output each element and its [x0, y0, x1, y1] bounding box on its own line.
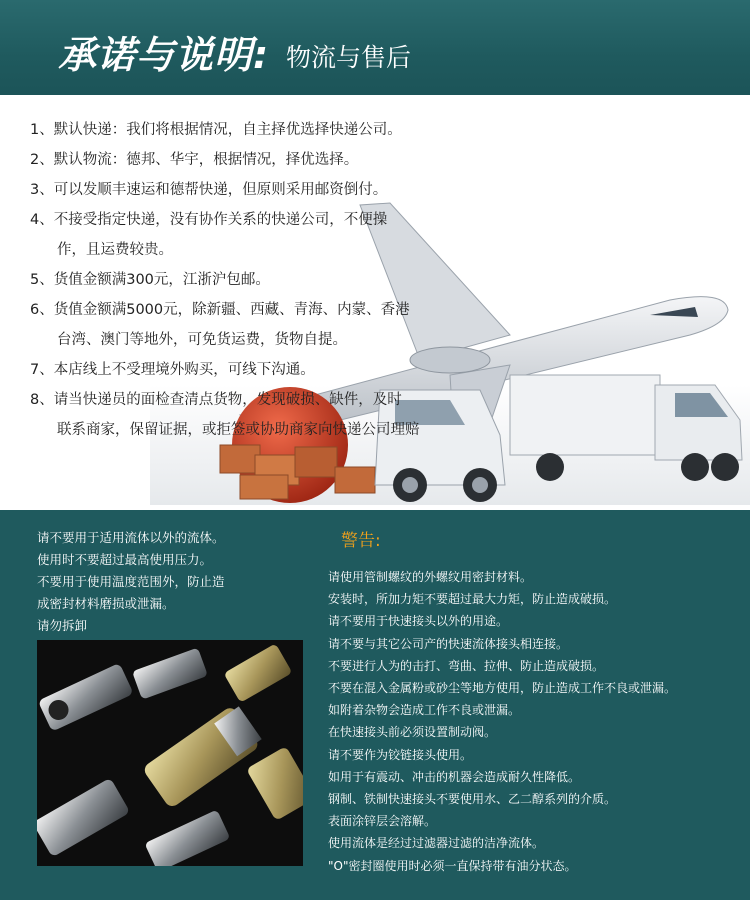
warning-item: 在快速接头前必须设置制动阀。 — [328, 725, 497, 740]
list-item: 5、货值金额满300元，江浙沪包邮。 — [30, 272, 270, 288]
usage-notes — [37, 527, 297, 637]
list-item: 1、默认快递：我们将根据情况，自主择优选择快递公司。 — [30, 122, 402, 138]
page-subtitle: 物流与售后 — [286, 43, 412, 72]
warning-title: 警告: — [341, 531, 381, 551]
page-title: 承诺与说明: — [58, 33, 270, 77]
warning-item: 请不要用于快速接头以外的用途。 — [328, 614, 509, 629]
usage-note: 使用时不要超过最高使用压力。 — [37, 552, 213, 567]
usage-note: 请不要用于适用流体以外的流体。 — [37, 530, 225, 545]
list-item: 3、可以发顺丰速运和德帮快递，但原则采用邮资倒付。 — [30, 182, 388, 198]
quick-coupler-icon — [37, 640, 303, 866]
warning-item: 不要进行人为的击打、弯曲、拉伸、防止造成破损。 — [328, 658, 605, 673]
shipping-terms-list — [30, 115, 420, 445]
warning-item: 表面涂锌层会溶解。 — [328, 814, 437, 829]
warning-item: 如附着杂物会造成工作不良或泄漏。 — [328, 703, 521, 718]
warning-item: 使用流体是经过过滤器过滤的洁净流体。 — [328, 836, 545, 851]
list-item: 2、默认物流：德邦、华宇，根据情况，择优选择。 — [30, 152, 359, 168]
warning-item: 不要在混入金属粉或砂尘等地方使用，防止造成工作不良或泄漏。 — [328, 681, 677, 696]
warning-item: "O"密封圈使用时必须一直保持带有油分状态。 — [328, 858, 577, 873]
warning-item: 钢制、铁制快速接头不要使用水、乙二醇系列的介质。 — [328, 792, 617, 807]
list-item: 4、不接受指定快递，没有协作关系的快递公司，不便操 作，且运费较贵。 — [30, 212, 388, 258]
warning-item: 如用于有震动、冲击的机器会造成耐久性降低。 — [328, 769, 581, 784]
usage-note: 不要用于使用温度范围外，防止造 — [37, 574, 225, 589]
product-photo — [37, 640, 303, 866]
list-item: 7、本店线上不受理境外购买，可线下沟通。 — [30, 362, 315, 378]
shipping-panel — [0, 95, 750, 510]
notes-section — [0, 510, 750, 900]
usage-note: 请勿拆卸 — [37, 618, 88, 633]
list-item: 8、请当快递员的面检查清点货物，发现破损、缺件，及时 联系商家，保留证据，或拒签或协助商家向快递公司理赔 — [30, 392, 420, 438]
usage-note: 成密封材料磨损或泄漏。 — [37, 596, 175, 611]
header-banner — [0, 0, 750, 95]
warning-list — [328, 566, 676, 877]
warning-item: 安装时，所加力矩不要超过最大力矩，防止造成破损。 — [328, 592, 617, 607]
warning-item: 请使用管制螺纹的外螺纹用密封材料。 — [328, 570, 533, 584]
list-item: 6、货值金额满5000元，除新疆、西藏、青海、内蒙、香港 台湾、澳门等地外，可免货运费，货物自提。 — [30, 302, 410, 348]
warning-item: 请不要与其它公司产的快速流体接头相连接。 — [328, 636, 569, 651]
warning-item: 请不要作为铰链接头使用。 — [328, 747, 473, 762]
